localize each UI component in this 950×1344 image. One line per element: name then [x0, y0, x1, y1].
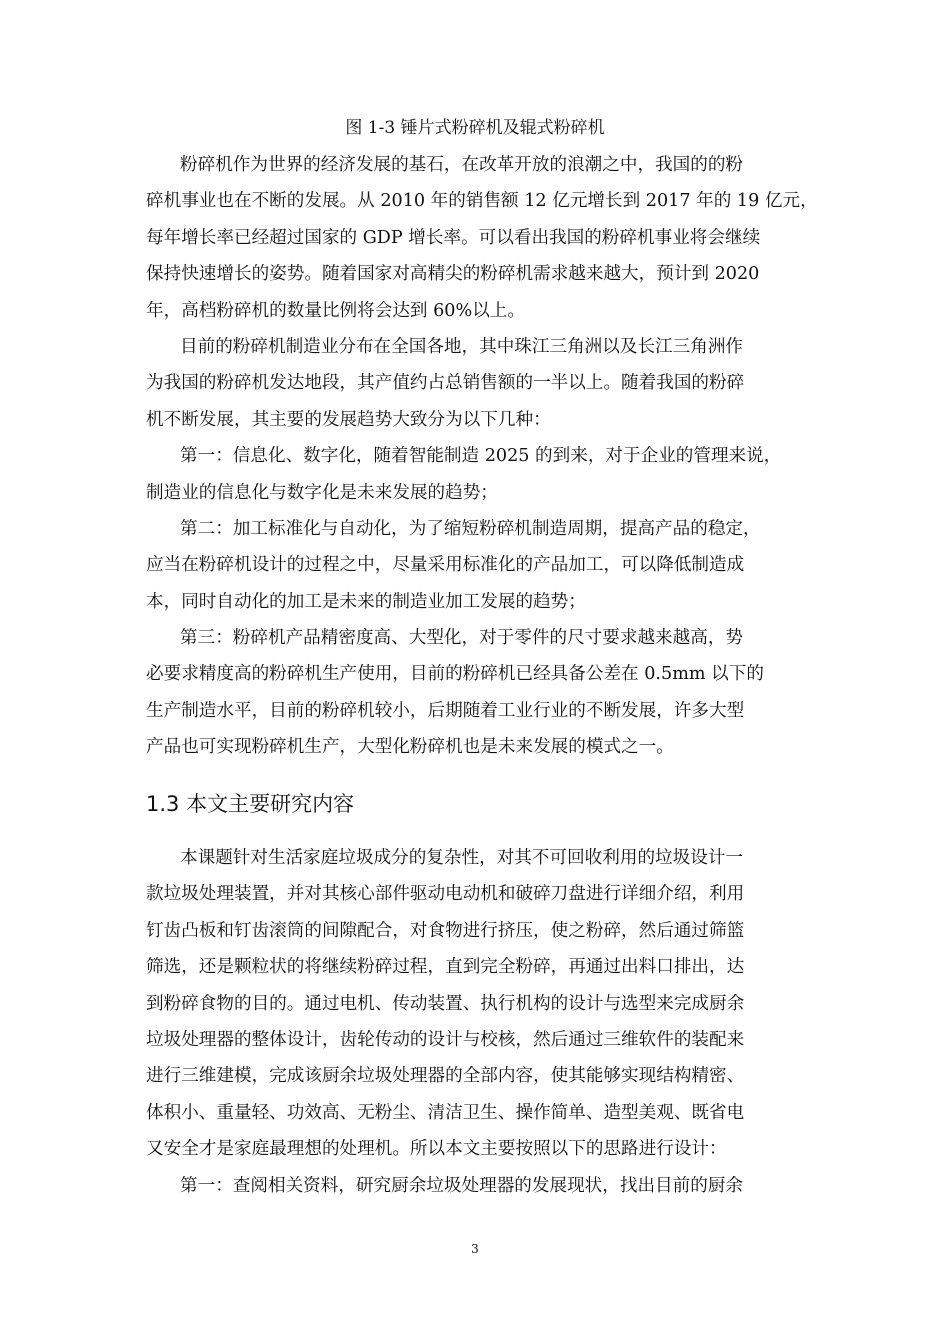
- page-number: 3: [471, 1242, 479, 1256]
- text-line: 第一：信息化、数字化，随着智能制造 2025 的到来，对于企业的管理来说，: [180, 446, 782, 467]
- text-line: 到粉碎食物的目的。通过电机、传动装置、执行机构的设计与选型来完成厨余: [146, 993, 745, 1014]
- body-text-top: [146, 147, 818, 766]
- text-line: 为我国的粉碎机发达地段，其产值约占总销售额的一半以上。随着我国的粉碎: [146, 373, 745, 394]
- text-line: 保持快速增长的姿势。随着国家对高精尖的粉碎机需求越来越大，预计到 2020: [146, 264, 760, 285]
- text-line: 本，同时自动化的加工是未来的制造业加工发展的趋势；: [146, 591, 586, 612]
- text-line: 筛选，还是颗粒状的将继续粉碎过程，直到完全粉碎，再通过出料口排出，达: [146, 957, 745, 978]
- text-line: 必要求精度高的粉碎机生产使用，目前的粉碎机已经具备公差在 0.5mm 以下的: [146, 664, 764, 685]
- text-line: 又安全才是家庭最理想的处理机。所以本文主要按照以下的思路进行设计：: [146, 1139, 727, 1160]
- text-line: 目前的粉碎机制造业分布在全国各地，其中珠江三角洲以及长江三角洲作: [180, 336, 744, 357]
- text-line: 粉碎机作为世界的经济发展的基石，在改革开放的浪潮之中，我国的的粉: [180, 155, 744, 175]
- text-line: 碎机事业也在不断的发展。从 2010 年的销售额 12 亿元增长到 2017 年的 19 亿元，: [146, 191, 818, 212]
- figure-caption: 图 1-3 锤片式粉碎机及辊式粉碎机: [345, 118, 605, 138]
- text-line: 款垃圾处理装置，并对其核心部件驱动电动机和破碎刀盘进行详细介绍，利用: [146, 884, 745, 905]
- text-line: 体积小、重量轻、功效高、无粉尘、清洁卫生、操作简单、造型美观、既省电: [146, 1102, 745, 1123]
- text-line: 钉齿凸板和钉齿滚筒的间隙配合，对食物进行挤压，使之粉碎，然后通过筛篮: [146, 920, 745, 941]
- text-line: 机不断发展，其主要的发展趋势大致分为以下几种：: [146, 409, 551, 430]
- text-line: 第三：粉碎机产品精密度高、大型化，对于零件的尺寸要求越来越高，势: [180, 628, 744, 649]
- text-line: 每年增长率已经超过国家的 GDP 增长率。可以看出我国的粉碎机事业将会继续: [146, 227, 761, 248]
- text-line: 制造业的信息化与数字化是未来发展的趋势；: [146, 482, 498, 503]
- text-line: 本课题针对生活家庭垃圾成分的复杂性，对其不可回收利用的垃圾设计一: [180, 848, 744, 868]
- text-line: 产品也可实现粉碎机生产，大型化粉碎机也是未来发展的模式之一。: [146, 737, 674, 758]
- text-line: 第一：查阅相关资料，研究厨余垃圾处理器的发展现状，找出目前的厨余: [180, 1175, 744, 1196]
- text-line: 进行三维建模，完成该厨余垃圾处理器的全部内容，使其能够实现结构精密、: [146, 1066, 745, 1087]
- section-heading: 1.3 本文主要研究内容: [146, 792, 355, 816]
- text-line: 生产制造水平，目前的粉碎机较小，后期随着工业行业的不断发展，许多大型: [146, 700, 745, 721]
- body-text-bottom: [146, 840, 806, 1204]
- text-line: 年，高档粉碎机的数量比例将会达到 60%以上。: [146, 300, 525, 321]
- text-line: 垃圾处理器的整体设计，齿轮传动的设计与校核，然后通过三维软件的装配来: [146, 1029, 745, 1050]
- text-line: 应当在粉碎机设计的过程之中，尽量采用标准化的产品加工，可以降低制造成: [146, 555, 745, 576]
- text-line: 第二：加工标准化与自动化，为了缩短粉碎机制造周期，提高产品的稳定，: [180, 518, 761, 539]
